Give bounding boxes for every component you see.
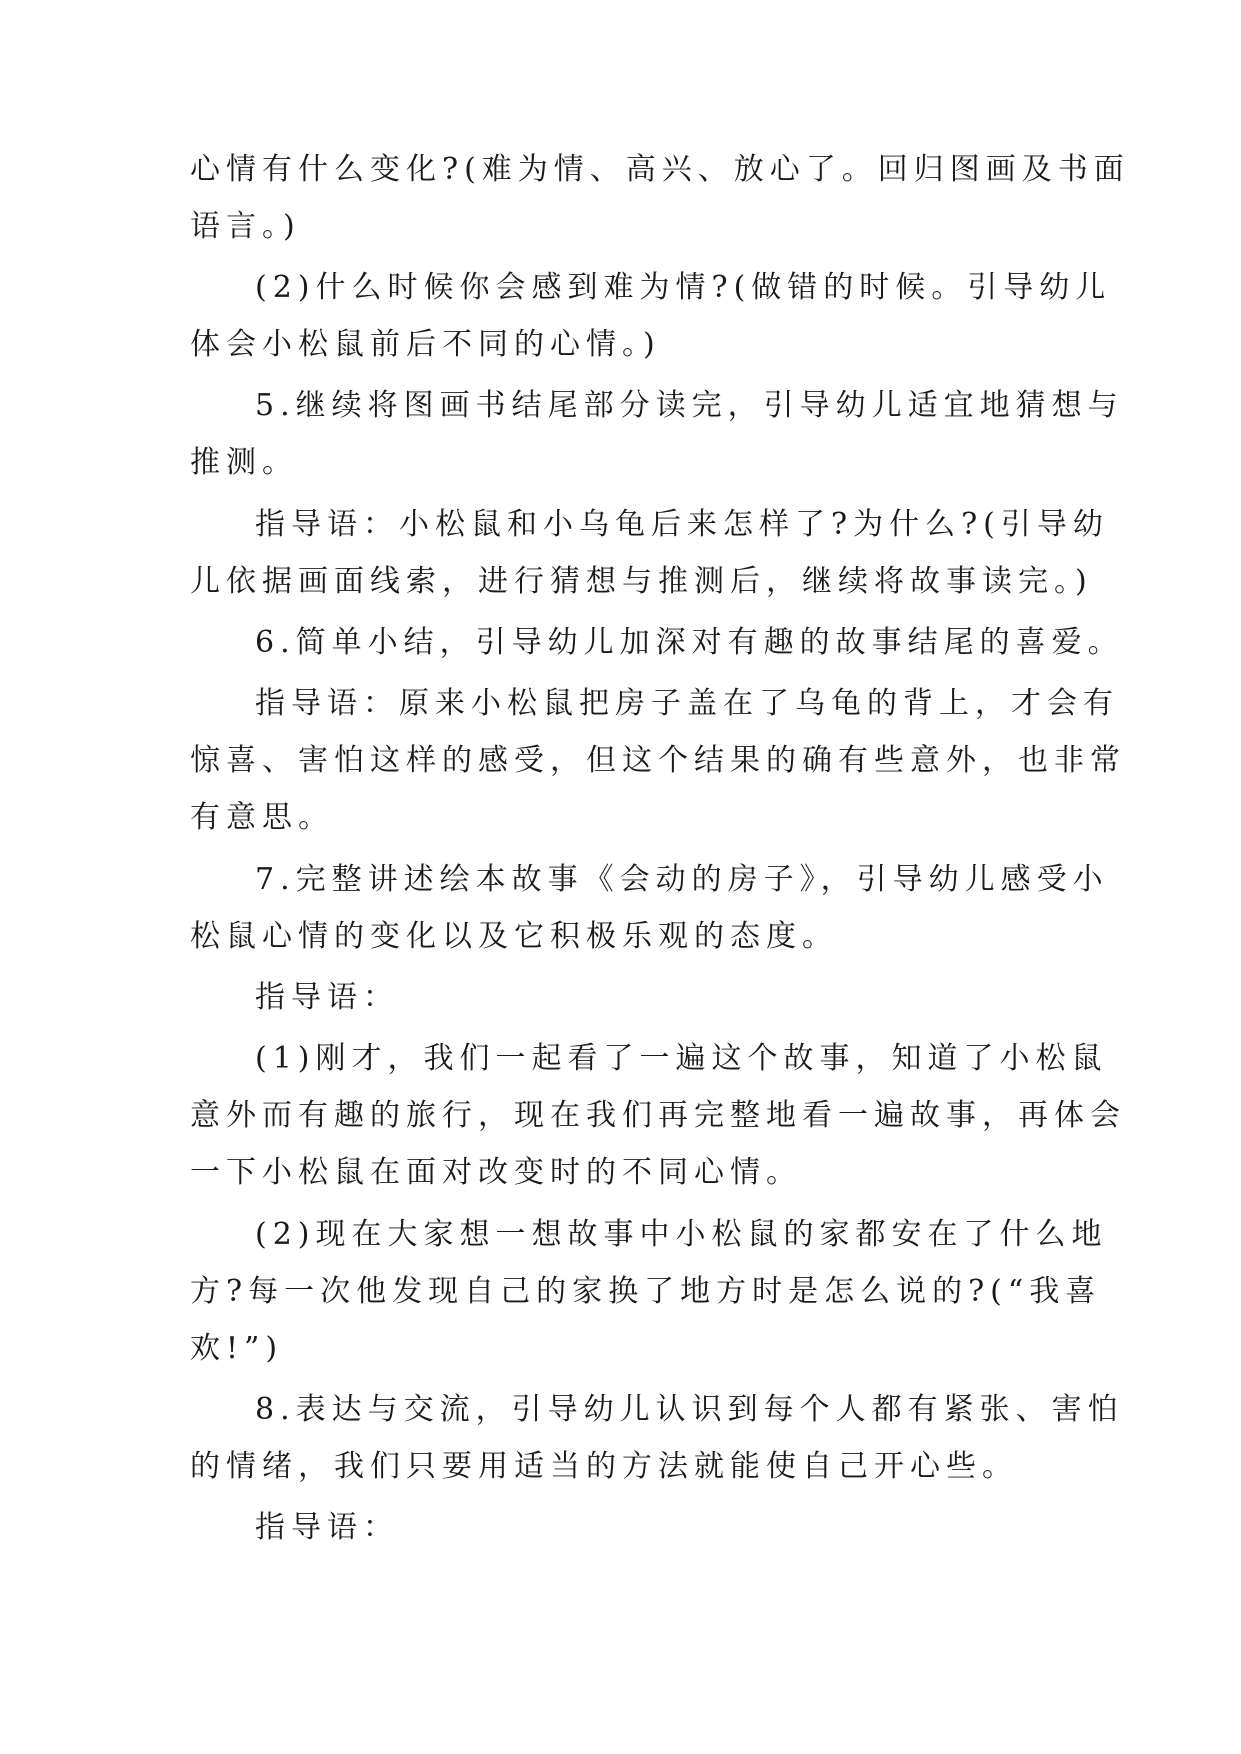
text-line: 体会小松鼠前后不同的心情。) bbox=[190, 327, 661, 362]
text-line: 松鼠心情的变化以及它积极乐观的态度。 bbox=[190, 919, 838, 954]
text-line: 推测。 bbox=[190, 445, 298, 480]
text-line: 8.表达与交流，引导幼儿认识到每个人都有紧张、害怕 bbox=[255, 1392, 1124, 1427]
text-line: 6.简单小结，引导幼儿加深对有趣的故事结尾的喜爱。 bbox=[255, 625, 1124, 660]
text-line: 意外而有趣的旅行，现在我们再完整地看一遍故事，再体会 bbox=[190, 1098, 1126, 1133]
text-line: 5.继续将图画书结尾部分读完，引导幼儿适宜地猜想与 bbox=[255, 388, 1124, 423]
text-line: 7.完整讲述绘本故事《会动的房子》，引导幼儿感受小 bbox=[255, 862, 1109, 897]
text-line: 指导语：小松鼠和小乌龟后来怎样了?为什么?(引导幼 bbox=[255, 507, 1109, 542]
text-line: 一下小松鼠在面对改变时的不同心情。 bbox=[190, 1155, 802, 1190]
text-line: 指导语： bbox=[255, 1510, 399, 1545]
text-line: 惊喜、害怕这样的感受，但这个结果的确有些意外，也非常 bbox=[190, 743, 1126, 778]
text-line: 的情绪，我们只要用适当的方法就能使自己开心些。 bbox=[190, 1449, 1018, 1484]
text-line: (2)什么时候你会感到难为情?(做错的时候。引导幼儿 bbox=[255, 270, 1112, 305]
text-line: 方?每一次他发现自己的家换了地方时是怎么说的?(“我喜 bbox=[190, 1274, 1102, 1309]
text-line: 语言。) bbox=[190, 209, 301, 244]
text-line: (1)刚才，我们一起看了一遍这个故事，知道了小松鼠 bbox=[255, 1041, 1108, 1076]
text-line: 心情有什么变化?(难为情、高兴、放心了。回归图画及书面 bbox=[190, 152, 1130, 187]
text-line: 指导语： bbox=[255, 980, 399, 1015]
text-line: 儿依据画面线索，进行猜想与推测后，继续将故事读完。) bbox=[190, 564, 1093, 599]
text-line: (2)现在大家想一想故事中小松鼠的家都安在了什么地 bbox=[255, 1217, 1108, 1252]
text-line: 有意思。 bbox=[190, 800, 334, 835]
text-line: 指导语：原来小松鼠把房子盖在了乌龟的背上，才会有 bbox=[255, 686, 1119, 721]
text-line: 欢!”) bbox=[190, 1331, 284, 1366]
